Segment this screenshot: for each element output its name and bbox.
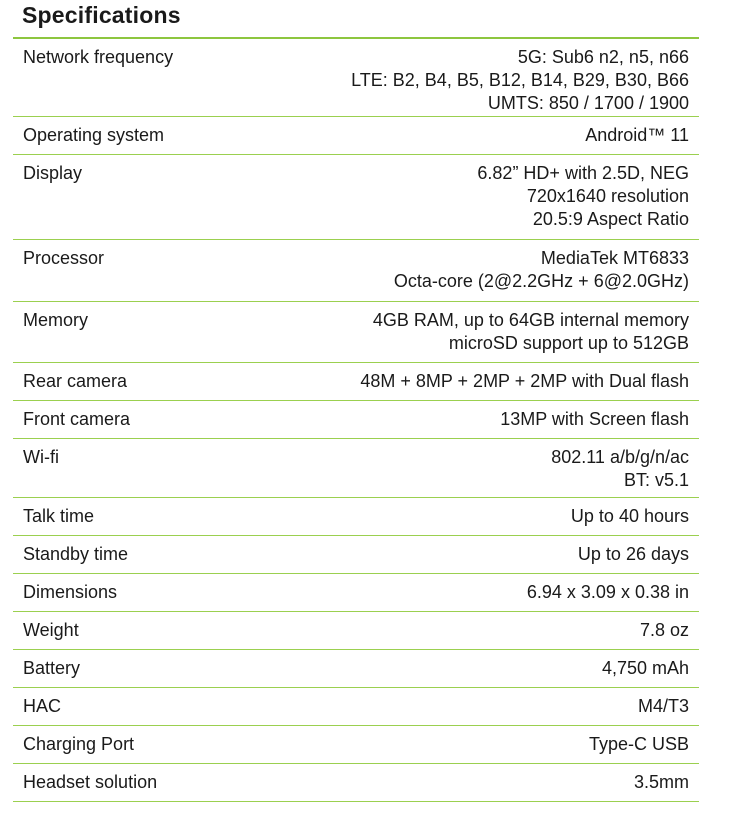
spec-label: Wi-fi: [23, 447, 59, 467]
spec-label: Dimensions: [23, 582, 118, 602]
spec-row: [13, 536, 699, 574]
spec-value-line: Up to 40 hours: [570, 506, 689, 526]
spec-row: [13, 240, 699, 302]
spec-row: [13, 117, 699, 155]
spec-value-line: 6.82” HD+ with 2.5D, NEG: [477, 163, 689, 183]
spec-row: [13, 764, 699, 802]
spec-value-line: 4,750 mAh: [601, 658, 689, 678]
spec-value: [351, 46, 689, 115]
spec-value-line: Up to 26 days: [577, 544, 689, 564]
spec-label: Talk time: [23, 506, 95, 526]
spec-value-line: LTE: B2, B4, B5, B12, B14, B29, B30, B66: [351, 70, 689, 90]
spec-label: Memory: [23, 310, 89, 330]
spec-value-line: 720x1640 resolution: [526, 186, 689, 206]
spec-value-line: BT: v5.1: [623, 470, 689, 490]
spec-label: Weight: [23, 620, 79, 640]
spec-value: [578, 543, 689, 566]
spec-value-line: 48M + 8MP + 2MP + 2MP with Dual flash: [360, 371, 689, 391]
spec-value-line: 7.8 oz: [639, 620, 689, 640]
spec-value-line: 5G: Sub6 n2, n5, n66: [517, 47, 689, 67]
spec-label: Display: [23, 163, 83, 183]
spec-row: [13, 39, 699, 117]
spec-value-line: Octa-core (2@2.2GHz + 6@2.0GHz): [393, 271, 689, 291]
spec-value: [585, 124, 689, 147]
spec-value-line: 3.5mm: [633, 772, 689, 792]
spec-value: [640, 619, 689, 642]
spec-row: [13, 363, 699, 401]
spec-value: [634, 771, 689, 794]
spec-value-line: Type-C USB: [588, 734, 689, 754]
spec-value: [571, 505, 689, 528]
spec-value-line: Android™ 11: [585, 125, 689, 145]
spec-label: Processor: [23, 248, 105, 268]
spec-value: [589, 733, 689, 756]
spec-value: [638, 695, 689, 718]
spec-value: [373, 309, 689, 355]
spec-row: [13, 612, 699, 650]
spec-row: [13, 574, 699, 612]
spec-value-line: 4GB RAM, up to 64GB internal memory: [372, 310, 689, 330]
page-title: Specifications: [22, 2, 181, 28]
spec-label: Network frequency: [23, 47, 174, 67]
spec-value-line: 20.5:9 Aspect Ratio: [532, 209, 689, 229]
spec-value-line: MediaTek MT6833: [540, 248, 689, 268]
spec-value: [360, 370, 689, 393]
spec-row: [13, 498, 699, 536]
spec-row: [13, 401, 699, 439]
spec-value: [477, 162, 689, 231]
spec-label: Operating system: [23, 125, 165, 145]
spec-row: [13, 726, 699, 764]
spec-row: [13, 155, 699, 240]
spec-table: [13, 39, 699, 802]
spec-label: Standby time: [23, 544, 129, 564]
spec-value: [602, 657, 689, 680]
spec-value-line: 6.94 x 3.09 x 0.38 in: [526, 582, 689, 602]
spec-row: [13, 439, 699, 498]
spec-value-line: microSD support up to 512GB: [448, 333, 689, 353]
spec-value: [500, 408, 689, 431]
spec-label: Rear camera: [23, 371, 128, 391]
spec-row: [13, 302, 699, 363]
spec-label: HAC: [23, 696, 62, 716]
spec-label: Battery: [23, 658, 81, 678]
spec-label: Charging Port: [23, 734, 135, 754]
spec-value-line: UMTS: 850 / 1700 / 1900: [487, 93, 689, 113]
spec-value-line: 802.11 a/b/g/n/ac: [551, 447, 689, 467]
spec-row: [13, 688, 699, 726]
spec-value-line: M4/T3: [637, 696, 689, 716]
spec-value: [394, 247, 689, 293]
spec-value: [527, 581, 689, 604]
spec-label: Front camera: [23, 409, 131, 429]
spec-value-line: 13MP with Screen flash: [500, 409, 689, 429]
spec-row: [13, 650, 699, 688]
spec-value: [551, 446, 689, 492]
spec-label: Headset solution: [23, 772, 158, 792]
